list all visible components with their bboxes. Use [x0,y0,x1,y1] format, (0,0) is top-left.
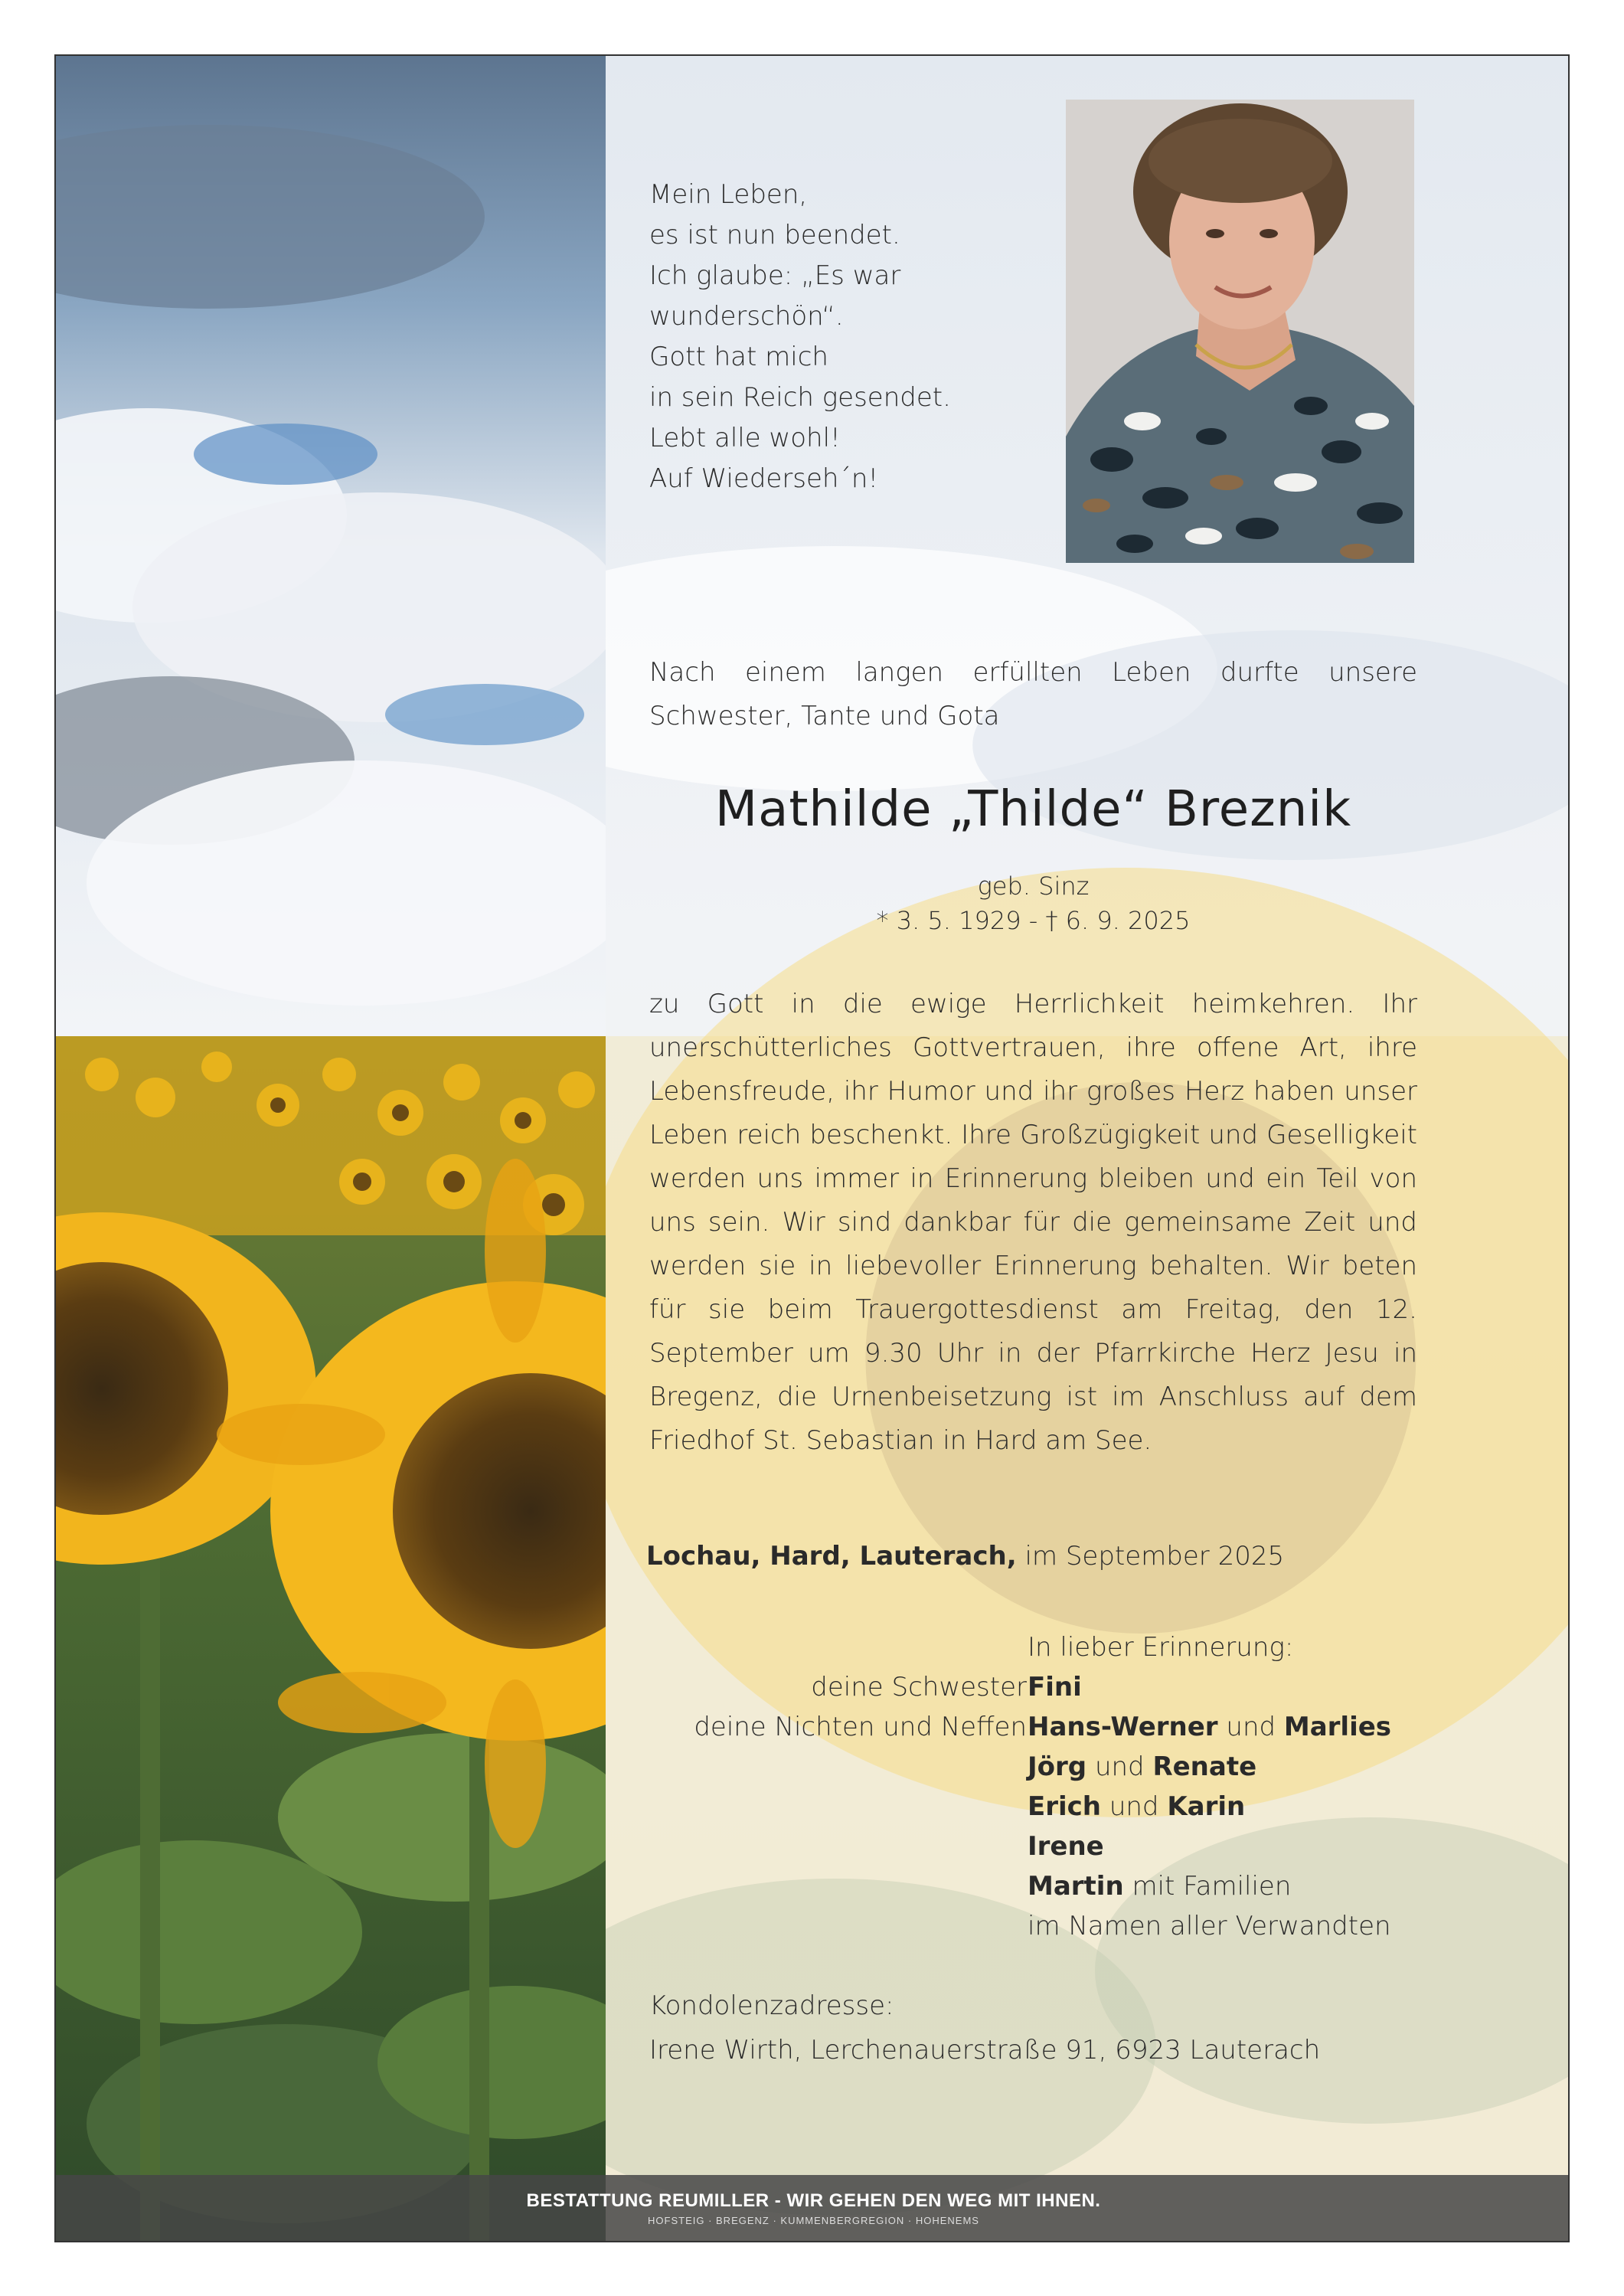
poem-line: Mein Leben, [649,179,808,210]
mourner-row: Jörg und Renate [1028,1751,1257,1782]
poem [649,175,951,499]
birth-name: geb. Sinz [977,872,1090,901]
memory-heading: In lieber Erinnerung: [1028,1632,1294,1663]
mourner-row: Irene [1028,1831,1104,1862]
poem-line: Gott hat mich [649,342,828,372]
condolence-address-line: Irene Wirth, Lerchenauerstraße 91, 6923 Lauterach [649,2035,1321,2065]
nieces-label: deine Nichten und Neffen [694,1712,1027,1742]
poem-line: Ich glaube: „Es war [649,260,901,291]
memory-closing: im Namen aller Verwandten [1028,1911,1391,1941]
poem-line: wunderschön“. [649,301,844,332]
mourner-row: Hans-Werner und Marlies [1028,1712,1392,1742]
intro-text: Nach einem langen erfüllten Leben durfte unsere Schwester, Tante und Gota [649,657,1417,731]
life-dates: * 3. 5. 1929 - † 6. 9. 2025 [876,906,1191,935]
poem-line: Auf Wiederseh´n! [649,463,879,494]
portrait-photo [1066,100,1414,563]
poem-line: Lebt alle wohl! [649,423,841,453]
obituary-body: zu Gott in die ewige Herrlichkeit heimkehren. Ihr unerschütterliches Gottvertrauen, ihre offene Art, ihre Lebensfreude, ihr Humor und ihr großes Herz haben unser Leben reich beschenkt. Ihre Großzügigkeit und Geselligkeit werden uns immer in Erinnerung bleiben und ein Teil von uns sein. Wir sind dankbar für die gemeinsame Zeit und werden sie in liebevoller Erinnerung behalten. Wir beten für sie beim Trauergottesdienst am Freitag, den 12. September um 9.30 Uhr in der Pfarrkirche Herz Jesu in Bregenz, die Urnenbeisetzung ist im Anschluss auf dem Friedhof St. Sebastian in Hard am See. [649,989,1417,1456]
mourner-row: Erich und Karin [1028,1791,1246,1822]
footer-slogan: BESTATTUNG REUMILLER - WIR GEHEN DEN WEG MIT IHNEN. [526,2190,1101,2211]
place-towns: Lochau, Hard, Lauterach, [646,1541,1017,1572]
condolence-address [649,1984,1320,2072]
poem-line: es ist nun beendet. [649,220,900,250]
place-date [646,1541,1284,1572]
sunflower-field-photo [56,56,606,2242]
deceased-name: Mathilde „Thilde“ Breznik [714,781,1352,838]
poem-line: in sein Reich gesendet. [649,382,951,413]
sister-name: Fini [1028,1672,1082,1702]
mourner-row: Martin mit Familien [1028,1871,1292,1902]
footer-regions: HOFSTEIG · BREGENZ · KUMMENBERGREGION · HOHENEMS [648,2215,979,2226]
obituary-content [646,0,1492,2186]
sister-label: deine Schwester [811,1672,1027,1702]
place-month: im September 2025 [1024,1541,1285,1572]
condolence-label: Kondolenzadresse: [649,1990,894,2021]
